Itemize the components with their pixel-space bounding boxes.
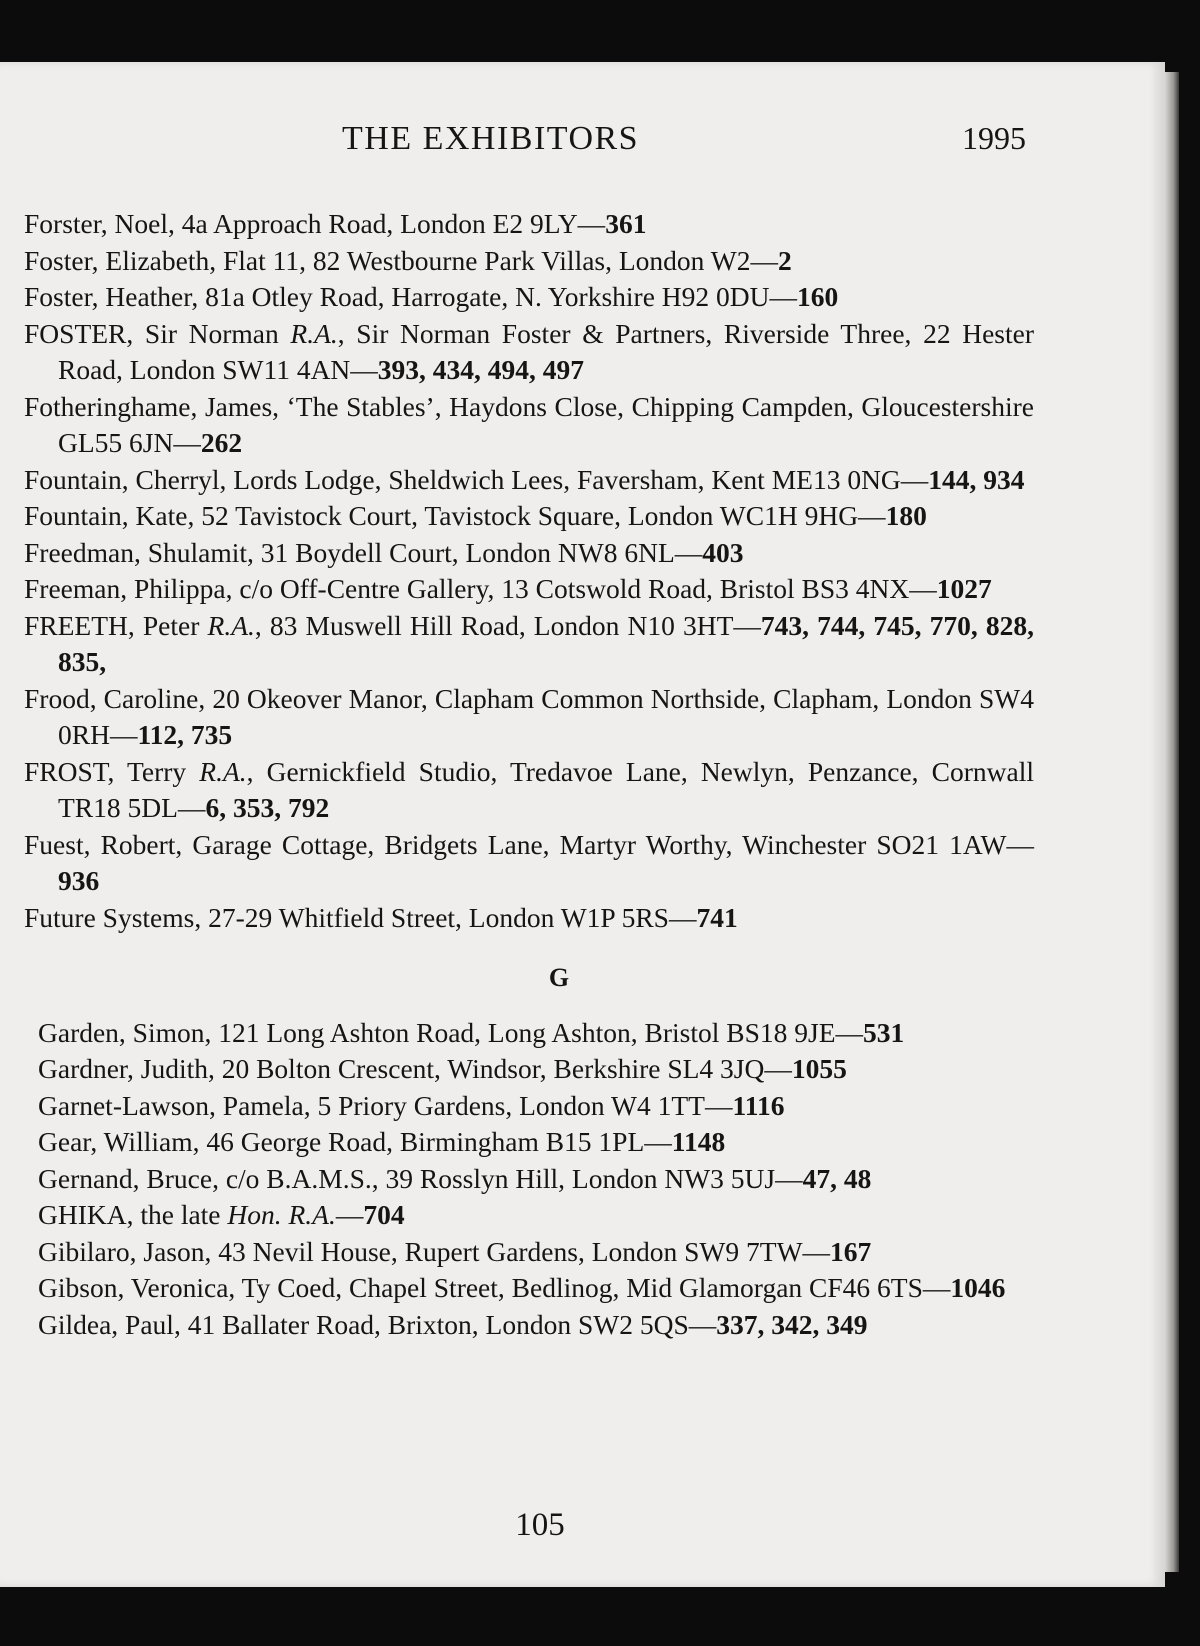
entry-address: Gildea, Paul, 41 Ballater Road, Brixton, London SW2 5QS— xyxy=(38,1308,717,1340)
exhibitor-entry xyxy=(24,571,1034,608)
entry-catalogue-numbers: 704 xyxy=(363,1199,405,1230)
entry-catalogue-numbers: 361 xyxy=(605,208,647,239)
entry-name: FROST, Terry xyxy=(24,755,200,787)
entry-catalogue-numbers: 167 xyxy=(830,1235,872,1267)
exhibitor-entry xyxy=(24,754,1034,827)
exhibitor-list xyxy=(24,206,1034,1343)
entry-address: , 83 Muswell Hill Road, London N10 3HT— xyxy=(254,609,761,641)
exhibitor-entry xyxy=(38,1197,1034,1234)
section-f-entries xyxy=(24,206,1034,936)
entry-catalogue-numbers: 1055 xyxy=(791,1053,847,1084)
entry-title-italic: R.A. xyxy=(290,317,338,349)
entry-catalogue-numbers: 743, 744, 745, 770, 828, 835, xyxy=(58,609,1034,677)
exhibitor-entry xyxy=(24,279,1034,316)
exhibitor-entry xyxy=(24,498,1034,535)
entry-address: , Sir Norman Foster & Partners, Riverside Three, 22 Hester Road, London SW11 4AN— xyxy=(58,317,1034,385)
entry-name: GHIKA, the late xyxy=(38,1199,228,1230)
entry-catalogue-numbers: 47, 48 xyxy=(802,1162,872,1194)
entry-catalogue-numbers: 1027 xyxy=(936,573,992,604)
exhibitor-entry xyxy=(24,535,1034,572)
entry-address: Freedman, Shulamit, 31 Boydell Court, London NW8 6NL— xyxy=(24,536,703,568)
exhibitor-entry xyxy=(38,1161,1034,1198)
entry-catalogue-numbers: 403 xyxy=(702,536,744,568)
entry-catalogue-numbers: 1116 xyxy=(732,1089,785,1121)
entry-catalogue-numbers: 160 xyxy=(797,281,839,312)
entry-address: Frood, Caroline, 20 Okeover Manor, Clapham Common Northside, Clapham, London SW4 0RH— xyxy=(24,682,1034,750)
entry-address: Freeman, Philippa, c/o Off-Centre Gallery, 13 Cotswold Road, Bristol BS3 4NX— xyxy=(24,573,937,604)
exhibitor-entry xyxy=(38,1307,1034,1344)
book-page xyxy=(0,62,1165,1587)
entry-address: Gibilaro, Jason, 43 Nevil House, Rupert Gardens, London SW9 7TW— xyxy=(38,1235,831,1267)
entry-catalogue-numbers: 6, 353, 792 xyxy=(205,792,330,823)
page-edge xyxy=(1165,72,1179,1572)
entry-catalogue-numbers: 112, 735 xyxy=(137,719,233,750)
section-g-entries xyxy=(24,1015,1034,1344)
exhibitor-entry xyxy=(38,1088,1034,1125)
entry-catalogue-numbers: 393, 434, 494, 497 xyxy=(377,354,585,385)
entry-catalogue-numbers: 1046 xyxy=(950,1272,1006,1303)
entry-address: , Gernickfield Studio, Tredavoe Lane, Newlyn, Penzance, Cornwall TR18 5DL— xyxy=(58,755,1034,823)
exhibitor-entry xyxy=(24,827,1034,900)
exhibitor-entry xyxy=(38,1051,1034,1088)
entry-address: Future Systems, 27-29 Whitfield Street, London W1P 5RS— xyxy=(24,901,697,933)
entry-name: FREETH, Peter xyxy=(24,609,208,641)
entry-catalogue-numbers: 531 xyxy=(863,1016,905,1048)
exhibitor-entry xyxy=(38,1015,1034,1052)
entry-catalogue-numbers: 262 xyxy=(200,427,243,458)
exhibitor-entry xyxy=(24,316,1034,389)
entry-title-italic: Hon. R.A. xyxy=(227,1199,336,1230)
exhibitor-entry xyxy=(38,1124,1034,1161)
entry-address: Gear, William, 46 George Road, Birmingham B15 1PL— xyxy=(38,1126,672,1157)
exhibitor-entry xyxy=(38,1270,1034,1307)
entry-address: Gibson, Veronica, Ty Coed, Chapel Street, Bedlinog, Mid Glamorgan CF46 6TS— xyxy=(38,1272,951,1303)
entry-address: Foster, Heather, 81a Otley Road, Harrogate, N. Yorkshire H92 0DU— xyxy=(24,281,797,312)
running-header xyxy=(0,120,1100,160)
entry-catalogue-numbers: 741 xyxy=(696,901,738,933)
entry-name: FOSTER, Sir Norman xyxy=(24,317,291,349)
entry-address: Forster, Noel, 4a Approach Road, London E2 9LY— xyxy=(24,208,606,239)
exhibitor-entry xyxy=(24,389,1034,462)
entry-address: Fuest, Robert, Garage Cottage, Bridgets Lane, Martyr Worthy, Winchester SO21 1AW— xyxy=(24,828,1034,860)
entry-address: Foster, Elizabeth, Flat 11, 82 Westbourne Park Villas, London W2— xyxy=(24,244,778,276)
entry-catalogue-numbers: 144, 934 xyxy=(928,463,1025,495)
entry-address: Gardner, Judith, 20 Bolton Crescent, Windsor, Berkshire SL4 3JQ— xyxy=(38,1053,792,1084)
entry-catalogue-numbers: 936 xyxy=(58,865,100,896)
exhibitor-entry xyxy=(24,900,1034,937)
entry-address: — xyxy=(335,1199,364,1230)
entry-address: Fotheringhame, James, ‘The Stables’, Haydons Close, Chipping Campden, Gloucestershire GL55 6JN— xyxy=(24,390,1034,458)
exhibitor-entry xyxy=(38,1234,1034,1271)
entry-address: Fountain, Kate, 52 Tavistock Court, Tavistock Square, London WC1H 9HG— xyxy=(24,500,886,531)
entry-title-italic: R.A. xyxy=(207,609,255,641)
page-number: 105 xyxy=(515,1507,565,1543)
entry-address: Fountain, Cherryl, Lords Lodge, Sheldwich Lees, Faversham, Kent ME13 0NG— xyxy=(24,463,929,495)
entry-catalogue-numbers: 2 xyxy=(778,244,792,276)
exhibitor-entry xyxy=(24,681,1034,754)
entry-catalogue-numbers: 337, 342, 349 xyxy=(716,1308,868,1340)
exhibitor-entry xyxy=(24,206,1034,243)
exhibitor-entry xyxy=(24,608,1034,681)
running-title: THE EXHIBITORS xyxy=(342,120,640,157)
entry-catalogue-numbers: 1148 xyxy=(671,1126,726,1157)
year-label: 1995 xyxy=(962,120,1026,156)
exhibitor-entry xyxy=(24,462,1034,499)
exhibitor-entry xyxy=(24,243,1034,280)
entry-address: Gernand, Bruce, c/o B.A.M.S., 39 Rosslyn Hill, London NW3 5UJ— xyxy=(38,1162,803,1194)
section-letter: G xyxy=(548,963,570,992)
entry-catalogue-numbers: 180 xyxy=(885,500,927,531)
entry-address: Garden, Simon, 121 Long Ashton Road, Long Ashton, Bristol BS18 9JE— xyxy=(38,1016,864,1048)
entry-title-italic: R.A. xyxy=(199,755,247,787)
entry-address: Garnet-Lawson, Pamela, 5 Priory Gardens, London W4 1TT— xyxy=(38,1089,733,1121)
